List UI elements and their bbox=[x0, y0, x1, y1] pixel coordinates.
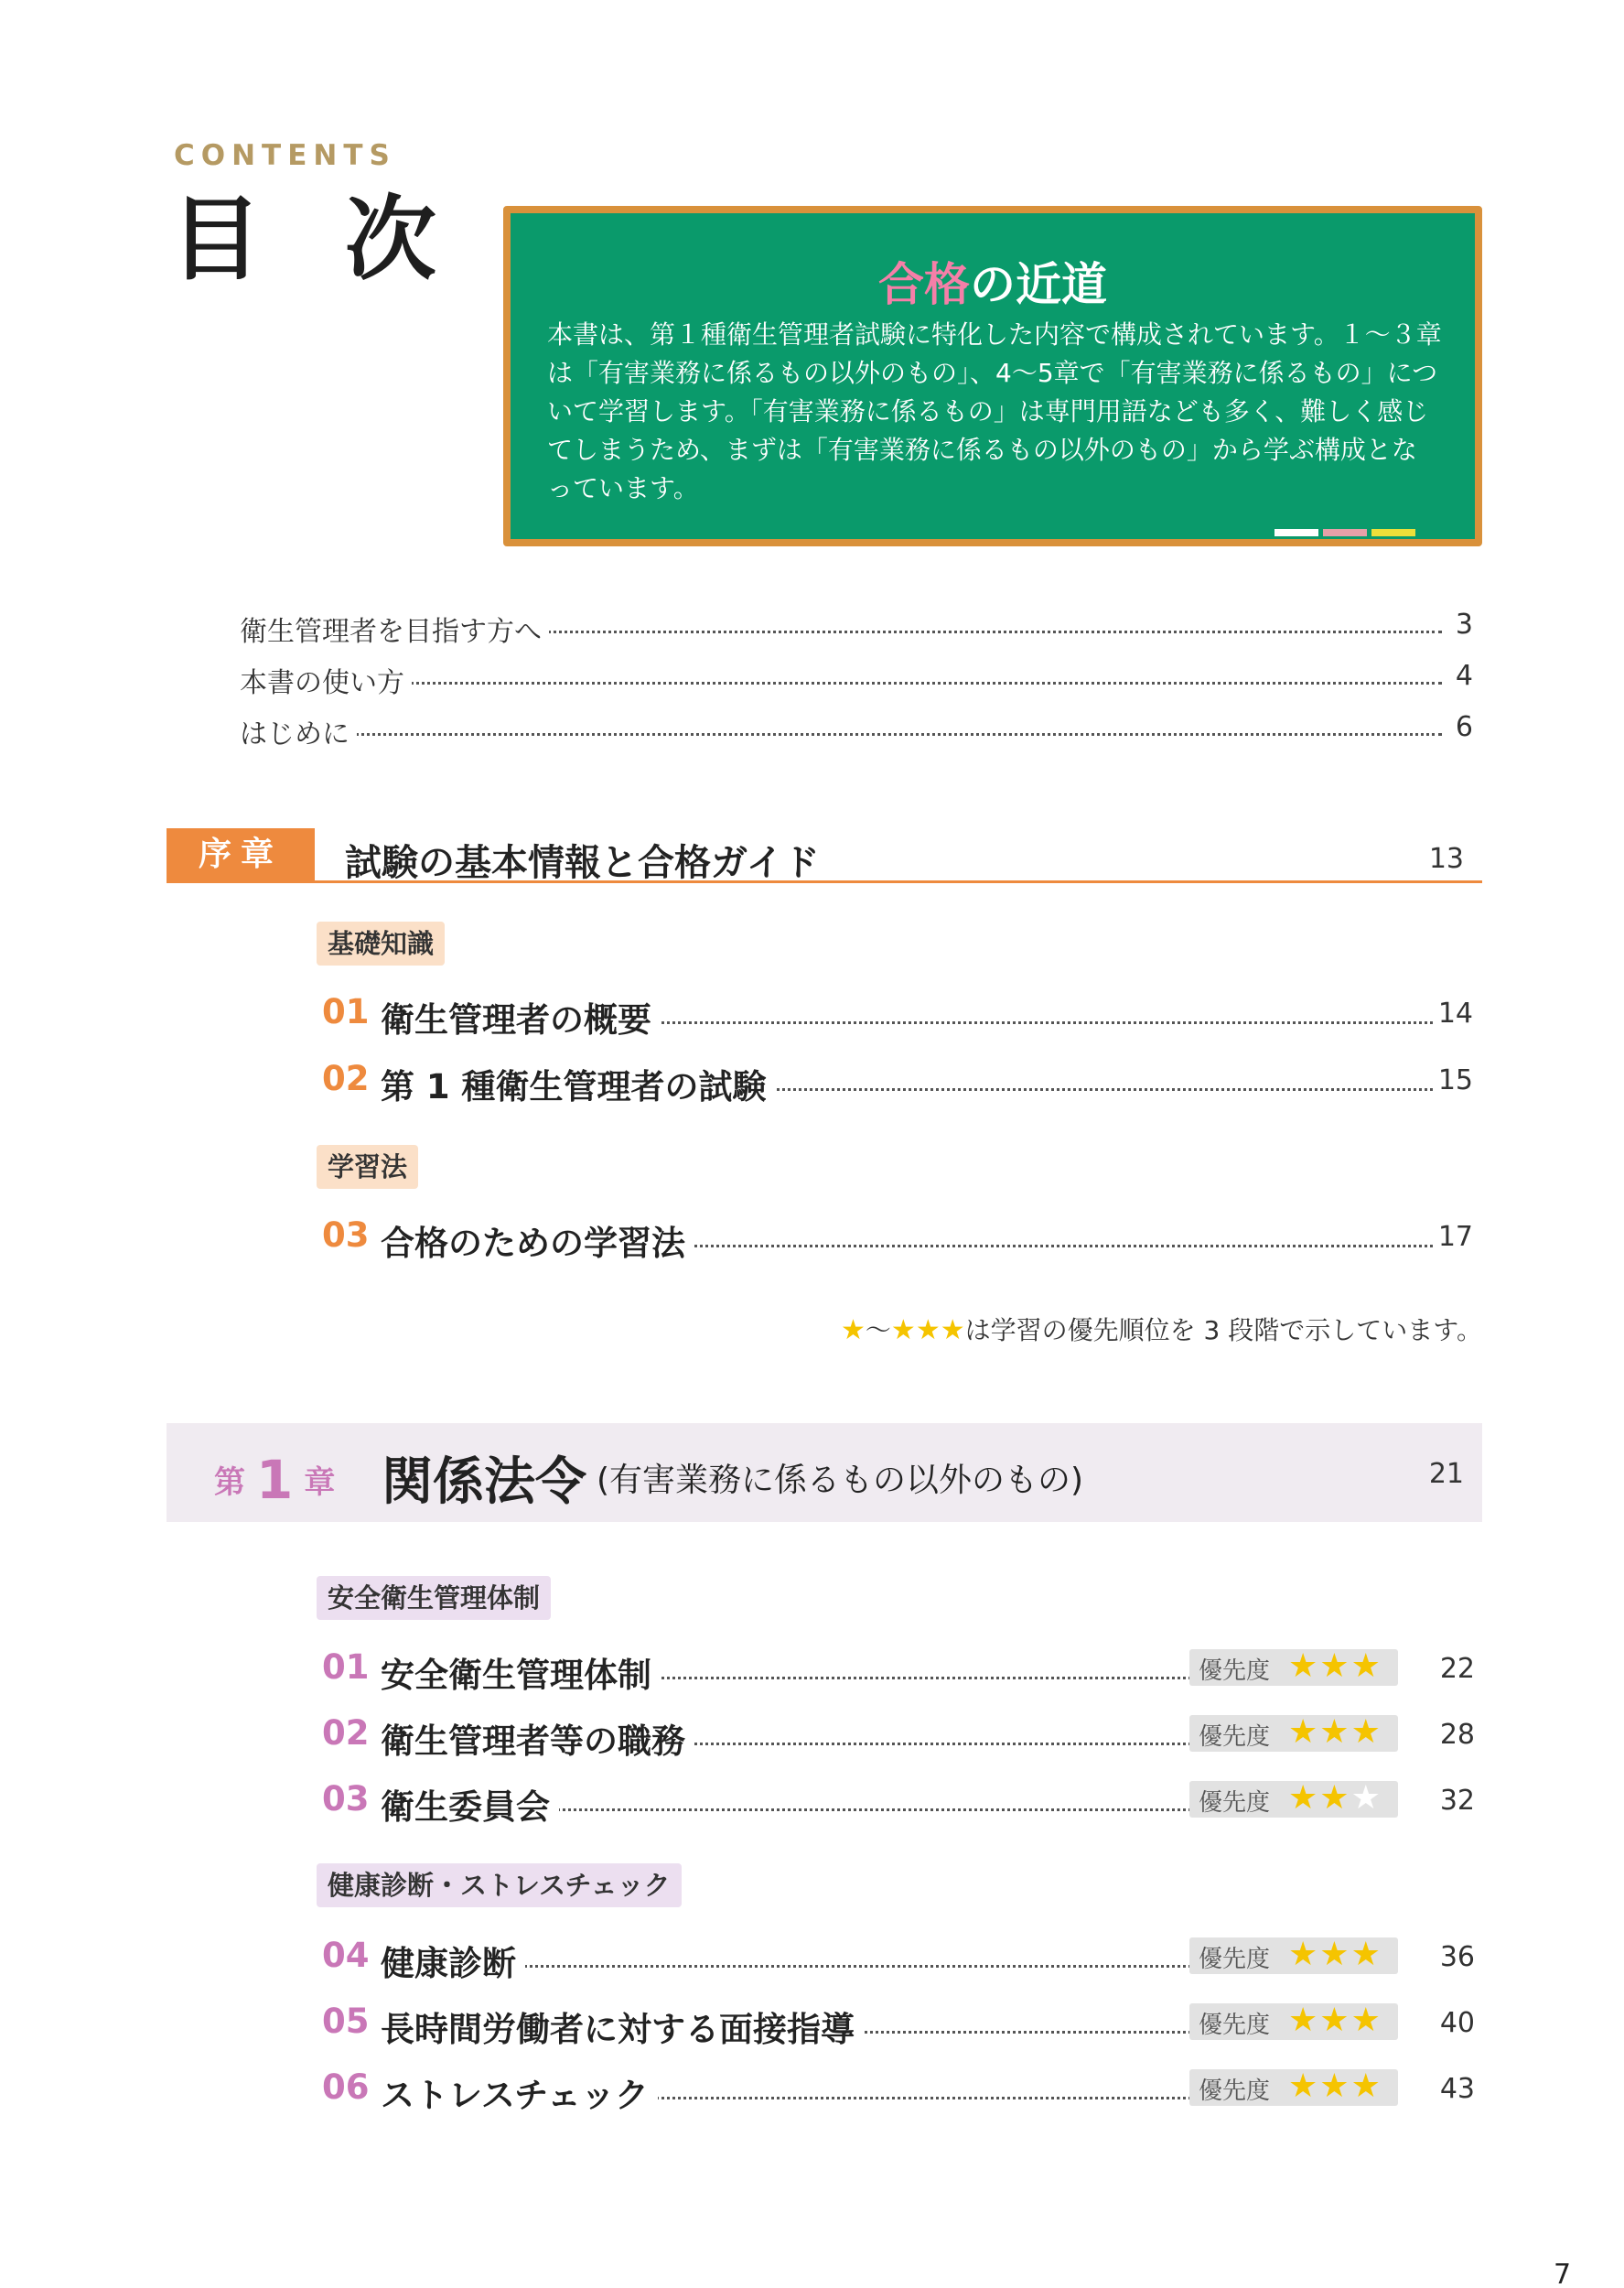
toc-front-page: 3 bbox=[1450, 609, 1473, 641]
priority-stars bbox=[1288, 1713, 1382, 1751]
star-filled-icon: ★ bbox=[1288, 2002, 1320, 2039]
priority-label: 優先度 bbox=[1199, 1723, 1271, 1751]
priority-badge bbox=[1189, 2003, 1398, 2040]
star-filled-icon: ★ bbox=[1350, 2067, 1382, 2105]
priority-stars bbox=[1288, 2067, 1382, 2105]
contents-label: CONTENTS bbox=[174, 139, 396, 172]
toc-item[interactable] bbox=[322, 1936, 1475, 1981]
item-title: 長時間労働者に対する面接指導 bbox=[381, 2002, 864, 2051]
item-page: 40 bbox=[1439, 2007, 1475, 2039]
chapter1-label bbox=[214, 1449, 335, 1511]
priority-label: 優先度 bbox=[1199, 2078, 1271, 2105]
legend-star-low: ★ bbox=[841, 1314, 866, 1346]
priority-label: 優先度 bbox=[1199, 1789, 1271, 1817]
priority-stars bbox=[1288, 1936, 1382, 1973]
star-filled-icon: ★ bbox=[1319, 1713, 1351, 1751]
item-page: 36 bbox=[1439, 1941, 1475, 1973]
chapter0-page: 13 bbox=[1428, 843, 1464, 875]
item-page: 43 bbox=[1439, 2073, 1475, 2105]
item-title: 衛生管理者の概要 bbox=[381, 992, 661, 1041]
chapter1-number: 1 bbox=[256, 1449, 294, 1511]
item-title: 第 1 種衛生管理者の試験 bbox=[381, 1059, 776, 1108]
toc-item[interactable] bbox=[322, 1779, 1475, 1825]
item-title: 衛生委員会 bbox=[381, 1779, 559, 1829]
priority-stars bbox=[1288, 1779, 1382, 1817]
toc-front-row[interactable] bbox=[240, 711, 1473, 748]
priority-label: 優先度 bbox=[1199, 2012, 1271, 2039]
toc-item[interactable] bbox=[322, 2067, 1475, 2113]
section-tag: 健康診断・ストレスチェック bbox=[317, 1863, 682, 1907]
star-filled-icon: ★ bbox=[1350, 2002, 1382, 2039]
toc-item[interactable] bbox=[322, 2002, 1475, 2047]
item-number: 03 bbox=[322, 1779, 370, 1819]
star-filled-icon: ★ bbox=[1288, 1779, 1320, 1817]
priority-badge bbox=[1189, 1649, 1398, 1686]
star-filled-icon: ★ bbox=[1319, 1936, 1351, 1973]
legend-tilde: 〜 bbox=[865, 1315, 891, 1345]
item-page: 22 bbox=[1439, 1653, 1475, 1685]
priority-badge bbox=[1189, 2069, 1398, 2106]
item-page: 17 bbox=[1437, 1221, 1473, 1253]
toc-item[interactable] bbox=[322, 1059, 1473, 1105]
chapter1-title: 関係法令 bbox=[382, 1452, 586, 1512]
toc-item[interactable] bbox=[322, 1647, 1475, 1693]
toc-item[interactable] bbox=[322, 992, 1473, 1038]
toc-item[interactable] bbox=[322, 1215, 1473, 1261]
chalk-white bbox=[1274, 529, 1318, 536]
chalkboard-title bbox=[511, 248, 1475, 314]
star-filled-icon: ★ bbox=[1288, 1647, 1320, 1685]
item-number: 03 bbox=[322, 1215, 370, 1255]
item-number: 02 bbox=[322, 1713, 370, 1753]
legend-text: は学習の優先順位を 3 段階で示しています。 bbox=[964, 1315, 1482, 1345]
page-title: 目 次 bbox=[170, 186, 462, 293]
section-tag: 学習法 bbox=[317, 1145, 418, 1189]
priority-stars bbox=[1288, 2002, 1382, 2039]
priority-label: 優先度 bbox=[1199, 1657, 1271, 1685]
star-empty-icon: ★ bbox=[1350, 1779, 1382, 1817]
chapter1-subtitle: (有害業務に係るもの以外のもの) bbox=[597, 1462, 1084, 1499]
item-page: 32 bbox=[1439, 1785, 1475, 1817]
star-filled-icon: ★ bbox=[1319, 1779, 1351, 1817]
item-number: 01 bbox=[322, 992, 370, 1031]
item-number: 05 bbox=[322, 2002, 370, 2041]
chalkboard-title-accent: 合格 bbox=[878, 258, 970, 311]
star-filled-icon: ★ bbox=[1288, 1936, 1320, 1973]
section-tag: 安全衛生管理体制 bbox=[317, 1576, 551, 1620]
priority-badge bbox=[1189, 1715, 1398, 1752]
star-filled-icon: ★ bbox=[1288, 2067, 1320, 2105]
star-filled-icon: ★ bbox=[1288, 1713, 1320, 1751]
item-number: 04 bbox=[322, 1936, 370, 1975]
toc-front-page: 4 bbox=[1450, 660, 1473, 692]
item-page: 14 bbox=[1437, 998, 1473, 1030]
star-filled-icon: ★ bbox=[1350, 1713, 1382, 1751]
chalkboard-body: 本書は、第１種衛生管理者試験に特化した内容で構成されています。１〜３章は「有害業務に係るもの以外のもの」、4〜5章で「有害業務に係るもの」について学習します。「有害業務に係るもの」は専門用語なども多く、難しく感じてしまうため、まずは「有害業務に係るもの以外のもの」から学ぶ構成となっています。 bbox=[547, 319, 1442, 503]
item-title: 健康診断 bbox=[381, 1936, 525, 1985]
item-page: 15 bbox=[1437, 1064, 1473, 1096]
chapter1-label-prefix: 第 bbox=[214, 1464, 245, 1501]
star-filled-icon: ★ bbox=[1350, 1936, 1382, 1973]
priority-legend bbox=[841, 1311, 1482, 1347]
item-number: 01 bbox=[322, 1647, 370, 1687]
page-number: 7 bbox=[1554, 2259, 1572, 2288]
toc-front-title: 本書の使い方 bbox=[240, 660, 412, 700]
toc-front-title: はじめに bbox=[240, 711, 357, 751]
legend-star-high: ★★★ bbox=[890, 1314, 965, 1346]
item-title: 合格のための学習法 bbox=[381, 1215, 694, 1265]
toc-item[interactable] bbox=[322, 1713, 1475, 1759]
chapter0-title: 試験の基本情報と合格ガイド bbox=[345, 842, 820, 884]
chapter0-header[interactable] bbox=[167, 828, 1482, 883]
chapter0-badge: 序章 bbox=[167, 828, 315, 881]
item-title: 安全衛生管理体制 bbox=[381, 1647, 661, 1697]
priority-stars bbox=[1288, 1647, 1382, 1685]
item-number: 06 bbox=[322, 2067, 370, 2107]
item-number: 02 bbox=[322, 1059, 370, 1098]
toc-front-page: 6 bbox=[1450, 711, 1473, 743]
dot-leader bbox=[240, 733, 1442, 736]
toc-front-row[interactable] bbox=[240, 609, 1473, 648]
star-filled-icon: ★ bbox=[1350, 1647, 1382, 1685]
item-page: 28 bbox=[1439, 1719, 1475, 1751]
priority-badge bbox=[1189, 1781, 1398, 1818]
toc-front-title: 衛生管理者を目指す方へ bbox=[240, 609, 549, 649]
chalkboard-panel bbox=[503, 206, 1482, 546]
chalk-pink bbox=[1323, 529, 1367, 536]
item-title: 衛生管理者等の職務 bbox=[381, 1713, 694, 1763]
priority-label: 優先度 bbox=[1199, 1946, 1271, 1973]
toc-front-row[interactable] bbox=[240, 660, 1473, 699]
dot-leader bbox=[240, 682, 1442, 685]
chapter1-label-suffix: 章 bbox=[304, 1464, 336, 1501]
chalkboard-title-rest: の近道 bbox=[970, 258, 1107, 311]
star-filled-icon: ★ bbox=[1319, 2002, 1351, 2039]
chapter1-header[interactable] bbox=[167, 1423, 1482, 1522]
chapter1-page: 21 bbox=[1428, 1458, 1464, 1490]
star-filled-icon: ★ bbox=[1319, 1647, 1351, 1685]
chalk-yellow bbox=[1371, 529, 1415, 536]
section-tag: 基礎知識 bbox=[317, 922, 445, 966]
priority-badge bbox=[1189, 1937, 1398, 1974]
item-title: ストレスチェック bbox=[381, 2067, 658, 2117]
star-filled-icon: ★ bbox=[1319, 2067, 1351, 2105]
